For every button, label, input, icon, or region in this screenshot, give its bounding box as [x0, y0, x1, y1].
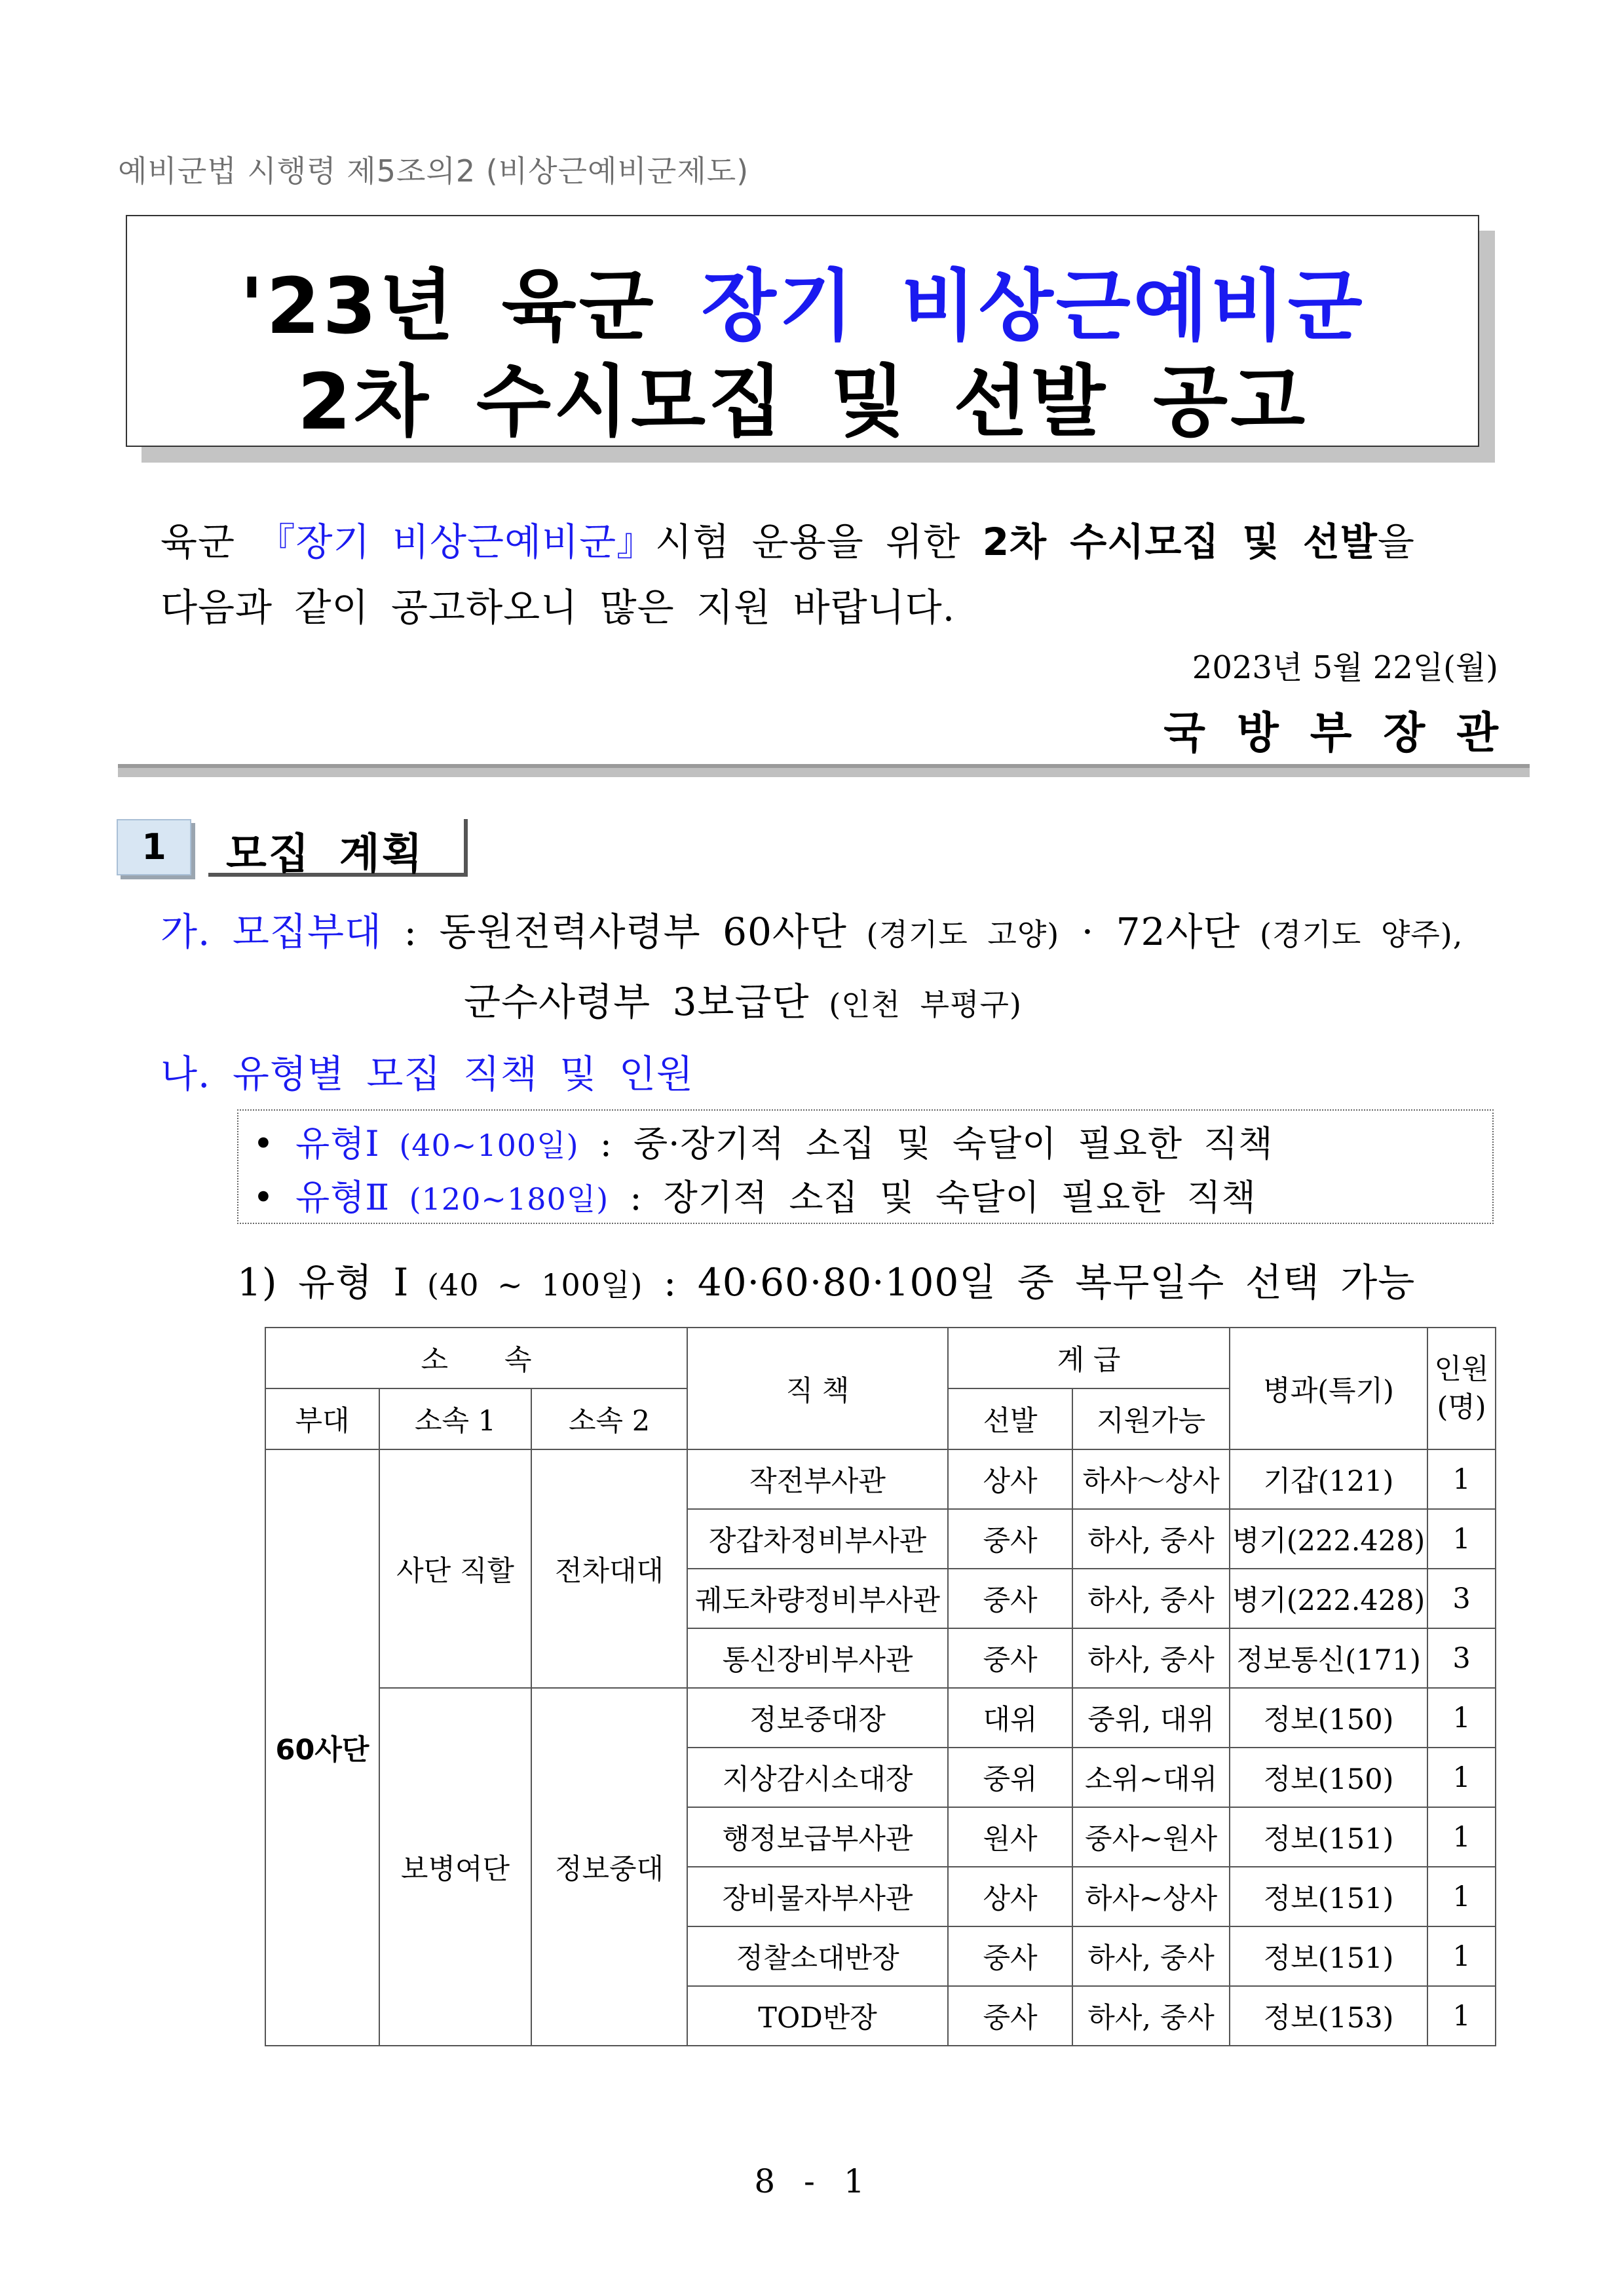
separator: · — [1059, 909, 1116, 954]
position-cell: TOD반장 — [687, 1986, 948, 2046]
unit-location: (경기도 양주), — [1240, 917, 1463, 952]
type-name: 유형Ⅱ — [295, 1177, 390, 1218]
sub1-cell: 사단 직할 — [379, 1449, 531, 1688]
table-row — [265, 1688, 1496, 1748]
intro-line-2: 다음과 같이 공고하오니 많은 지원 바랍니다. — [161, 585, 956, 630]
type-description: : 중·장기적 소집 및 숙달이 필요한 직책 — [578, 1123, 1274, 1164]
subsection-label: 1) 유형 Ⅰ — [237, 1260, 409, 1305]
branch-cell: 병기(222.428) — [1230, 1509, 1427, 1569]
count-cell: 1 — [1427, 1986, 1496, 2046]
eligible-cell: 하사, 중사 — [1072, 1569, 1230, 1628]
intro-line-1 — [161, 511, 1415, 566]
selection-cell: 중사 — [948, 1926, 1072, 1986]
section-title: 모집 계획 — [226, 830, 425, 879]
branch-cell: 정보통신(171) — [1230, 1628, 1427, 1688]
branch-cell: 병기(222.428) — [1230, 1569, 1427, 1628]
recruit-units-line-1 — [161, 901, 1463, 956]
issuer: 국방부장관 — [1163, 708, 1530, 758]
item-label-na: 나. 유형별 모집 직책 및 인원 — [161, 1052, 694, 1096]
selection-cell: 상사 — [948, 1449, 1072, 1509]
selection-cell: 중사 — [948, 1628, 1072, 1688]
law-reference: 예비군법 시행령 제5조의2 (비상근예비군제도) — [118, 153, 749, 189]
title-highlight: 장기 비상근예비군 — [701, 261, 1365, 351]
selection-cell: 중사 — [948, 1986, 1072, 2046]
intro-text: 시험 운용을 위한 — [655, 520, 983, 564]
type-name: 유형Ⅰ — [295, 1123, 380, 1164]
position-cell: 정찰소대반장 — [687, 1926, 948, 1986]
divider — [118, 764, 1530, 768]
type-summary-box — [237, 1109, 1494, 1224]
header-affiliation: 소 속 — [265, 1328, 687, 1388]
position-cell: 작전부사관 — [687, 1449, 948, 1509]
type-2-row — [253, 1170, 1256, 1220]
page-number: 8 - 1 — [754, 2162, 870, 2200]
eligible-cell: 하사~상사 — [1072, 1867, 1230, 1926]
intro-text: 육군 — [161, 520, 257, 564]
eligible-cell: 중사~원사 — [1072, 1807, 1230, 1867]
sub2-cell: 전차대대 — [531, 1449, 687, 1688]
intro-program-name: 『장기 비상근예비군』 — [257, 520, 656, 564]
count-cell: 3 — [1427, 1569, 1496, 1628]
header-count: 인원 (명) — [1427, 1328, 1496, 1449]
position-cell: 장비물자부사관 — [687, 1867, 948, 1926]
table-row — [265, 1449, 1496, 1509]
recruit-units-line-2 — [464, 971, 1022, 1026]
selection-cell: 원사 — [948, 1807, 1072, 1867]
position-cell: 궤도차량정비부사관 — [687, 1569, 948, 1628]
type-description: : 장기적 소집 및 숙달이 필요한 직책 — [609, 1177, 1256, 1218]
publication-date: 2023년 5월 22일(월) — [1192, 649, 1498, 686]
divider-shadow — [118, 767, 1530, 777]
title-line-1 — [127, 244, 1478, 355]
subsection-heading — [237, 1252, 1415, 1307]
item-label-ga: 가. 모집부대 — [161, 909, 383, 954]
header-selection: 선발 — [948, 1388, 1072, 1449]
eligible-cell: 하사, 중사 — [1072, 1628, 1230, 1688]
intro-text: 을 — [1377, 520, 1415, 564]
intro-bold-text: 2차 수시모집 및 선발 — [982, 520, 1378, 564]
eligible-cell: 소위~대위 — [1072, 1748, 1230, 1807]
header-sub1: 소속 1 — [379, 1388, 531, 1449]
count-cell: 1 — [1427, 1509, 1496, 1569]
title-box — [126, 215, 1479, 447]
count-cell: 1 — [1427, 1926, 1496, 1986]
type-1-row — [253, 1116, 1274, 1166]
header-rank: 계 급 — [948, 1328, 1230, 1388]
selection-cell: 중위 — [948, 1748, 1072, 1807]
type-days: (120~180일) — [390, 1181, 609, 1217]
eligible-cell: 중위, 대위 — [1072, 1688, 1230, 1748]
bullet: • — [253, 1177, 274, 1218]
branch-cell: 정보(151) — [1230, 1867, 1427, 1926]
count-cell: 1 — [1427, 1867, 1496, 1926]
position-cell: 지상감시소대장 — [687, 1748, 948, 1807]
position-cell: 정보중대장 — [687, 1688, 948, 1748]
unit-name: 군수사령부 3보급단 — [464, 980, 810, 1024]
branch-cell: 정보(150) — [1230, 1688, 1427, 1748]
header-sub2: 소속 2 — [531, 1388, 687, 1449]
count-cell: 1 — [1427, 1807, 1496, 1867]
count-cell: 3 — [1427, 1628, 1496, 1688]
eligible-cell: 하사～상사 — [1072, 1449, 1230, 1509]
unit-name: 동원전력사령부 60사단 — [439, 909, 847, 954]
title-prefix: '23년 육군 — [240, 261, 702, 351]
branch-cell: 정보(153) — [1230, 1986, 1427, 2046]
subsection-days: (40 ~ 100일) — [409, 1267, 643, 1303]
count-cell: 1 — [1427, 1748, 1496, 1807]
unit-location: (경기도 고양) — [846, 917, 1060, 952]
unit-location: (인천 부평구) — [809, 987, 1022, 1022]
subsection-description: : 40·60·80·100일 중 복무일수 선택 가능 — [643, 1260, 1416, 1305]
header-eligible: 지원가능 — [1072, 1388, 1230, 1449]
selection-cell: 상사 — [948, 1867, 1072, 1926]
section-number: 1 — [117, 819, 191, 875]
positions-table — [265, 1327, 1496, 2046]
eligible-cell: 하사, 중사 — [1072, 1509, 1230, 1569]
sub2-cell: 정보중대 — [531, 1688, 687, 2046]
count-cell: 1 — [1427, 1688, 1496, 1748]
selection-cell: 대위 — [948, 1688, 1072, 1748]
bullet: • — [253, 1123, 274, 1164]
position-cell: 통신장비부사관 — [687, 1628, 948, 1688]
separator: : — [382, 909, 440, 954]
title-line-2: 2차 수시모집 및 선발 공고 — [297, 356, 1308, 447]
branch-cell: 정보(151) — [1230, 1926, 1427, 1986]
position-cell: 행정보급부사관 — [687, 1807, 948, 1867]
selection-cell: 중사 — [948, 1509, 1072, 1569]
header-branch: 병과(특기) — [1230, 1328, 1427, 1449]
branch-cell: 정보(150) — [1230, 1748, 1427, 1807]
sub1-cell: 보병여단 — [379, 1688, 531, 2046]
eligible-cell: 하사, 중사 — [1072, 1986, 1230, 2046]
eligible-cell: 하사, 중사 — [1072, 1926, 1230, 1986]
type-days: (40~100일) — [379, 1128, 579, 1163]
position-cell: 장갑차정비부사관 — [687, 1509, 948, 1569]
branch-cell: 기갑(121) — [1230, 1449, 1427, 1509]
unit-cell: 60사단 — [265, 1449, 379, 2046]
selection-cell: 중사 — [948, 1569, 1072, 1628]
header-unit: 부대 — [265, 1388, 379, 1449]
unit-name: 72사단 — [1116, 909, 1241, 954]
branch-cell: 정보(151) — [1230, 1807, 1427, 1867]
header-position: 직 책 — [687, 1328, 948, 1449]
count-cell: 1 — [1427, 1449, 1496, 1509]
